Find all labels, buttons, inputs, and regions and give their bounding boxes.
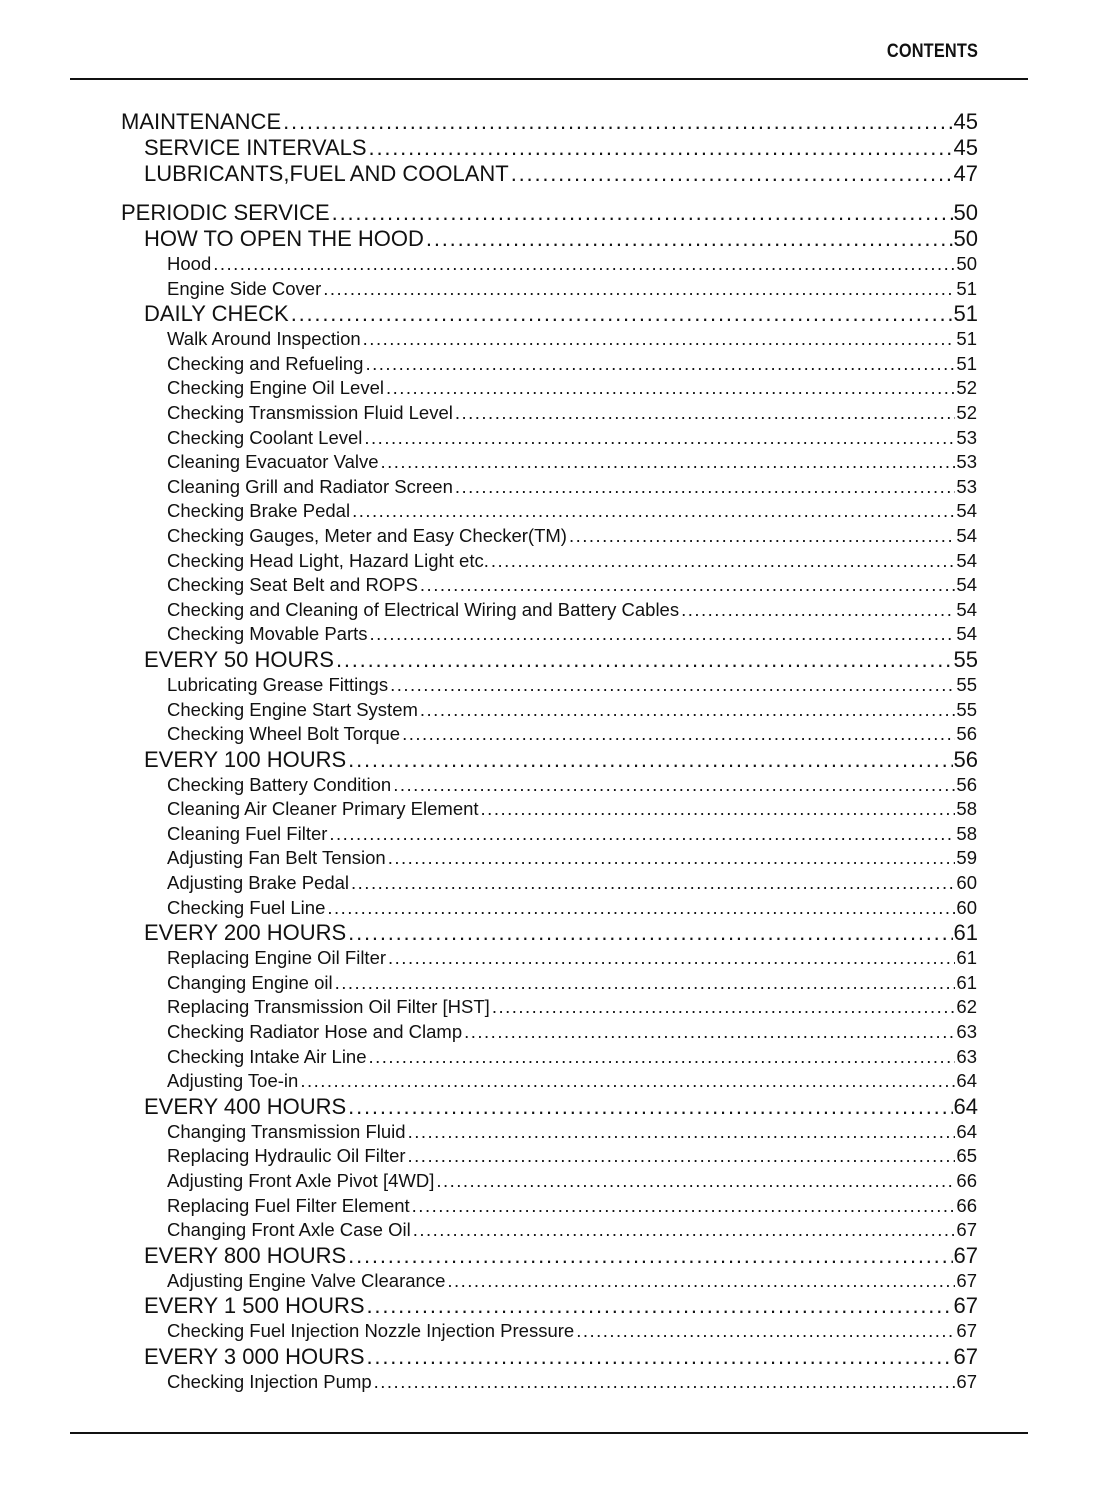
toc-entry-title: Walk Around Inspection <box>167 328 361 350</box>
toc-entry-page-number: 56 <box>956 723 977 745</box>
toc-entry-page-number: 55 <box>956 698 977 720</box>
toc-entry-level-2[interactable] <box>144 226 978 252</box>
toc-entry-page-number: 53 <box>956 426 977 448</box>
toc-entry-level-2[interactable] <box>144 647 978 673</box>
toc-entry-level-3[interactable] <box>167 1194 977 1219</box>
toc-dot-leader <box>348 747 952 773</box>
toc-entry-title: Adjusting Brake Pedal <box>167 872 350 894</box>
toc-dot-leader <box>369 135 953 161</box>
toc-entry-page-number: 51 <box>956 328 977 350</box>
toc-dot-leader <box>367 1344 953 1370</box>
toc-entry-level-3[interactable] <box>167 1319 977 1344</box>
toc-entry-title: DAILY CHECK <box>144 301 289 327</box>
toc-entry-page-number: 52 <box>956 377 977 399</box>
toc-entry-title: Cleaning Air Cleaner Primary Element <box>167 798 479 820</box>
toc-dot-leader <box>370 622 956 647</box>
toc-dot-leader <box>408 1144 956 1169</box>
toc-dot-leader <box>420 698 956 723</box>
toc-dot-leader <box>329 822 955 847</box>
toc-entry-level-3[interactable] <box>167 401 977 426</box>
toc-dot-leader <box>481 797 956 822</box>
toc-dot-leader <box>413 1218 956 1243</box>
toc-entry-page-number: 62 <box>956 996 977 1018</box>
toc-entry-level-2[interactable] <box>144 747 978 773</box>
toc-entry-title: Replacing Fuel Filter Element <box>167 1194 410 1216</box>
toc-entry-page-number: 64 <box>956 1070 977 1092</box>
toc-entry-title: Changing Front Axle Case Oil <box>167 1219 411 1241</box>
toc-entry-title: Lubricating Grease Fittings <box>167 673 389 695</box>
toc-dot-leader <box>386 376 955 401</box>
toc-dot-leader <box>408 1120 956 1145</box>
toc-entry-level-3[interactable] <box>167 673 977 698</box>
toc-dot-leader <box>327 896 955 921</box>
toc-entry-title: Cleaning Evacuator Valve <box>167 451 379 473</box>
toc-entry-page-number: 52 <box>956 401 977 423</box>
toc-entry-title: LUBRICANTS,FUEL AND COOLANT <box>144 161 509 186</box>
toc-entry-title: Checking Wheel Bolt Torque <box>167 723 401 745</box>
toc-entry-page-number: 66 <box>956 1170 977 1191</box>
toc-entry-page-number: 56 <box>953 746 978 772</box>
toc-entry-page-number: 64 <box>956 1120 977 1142</box>
toc-entry-level-3[interactable] <box>167 995 977 1020</box>
toc-entry-level-3[interactable] <box>167 450 977 475</box>
toc-entry-title: Replacing Transmission Oil Filter [HST] <box>167 996 490 1018</box>
toc-entry-title: SERVICE INTERVALS <box>144 135 367 160</box>
toc-dot-leader <box>367 1293 953 1319</box>
toc-entry-page-number: 67 <box>956 1320 977 1342</box>
toc-entry-title: EVERY 100 HOURS <box>144 746 347 772</box>
toc-entry-title: Changing Engine oil <box>167 971 333 993</box>
toc-entry-page-number: 45 <box>953 135 978 160</box>
toc-entry-title: Hood <box>167 253 212 274</box>
toc-entry-level-3[interactable] <box>167 1169 977 1194</box>
toc-entry-title: EVERY 3 000 HOURS <box>144 1343 365 1369</box>
toc-entry-title: Checking Gauges, Meter and Easy Checker(TM) <box>167 524 567 546</box>
toc-entry-level-3[interactable] <box>167 376 977 401</box>
toc-dot-leader <box>213 252 955 277</box>
toc-dot-leader <box>348 1094 952 1120</box>
footer-divider <box>70 1432 1028 1434</box>
toc-entry-page-number: 55 <box>956 673 977 695</box>
toc-entry-title: Checking Battery Condition <box>167 773 392 795</box>
toc-entry-page-number: 60 <box>956 896 977 918</box>
toc-dot-leader <box>348 920 952 946</box>
toc-entry-page-number: 67 <box>953 1343 978 1369</box>
toc-dot-leader <box>492 995 956 1020</box>
toc-entry-page-number: 67 <box>956 1370 977 1392</box>
toc-entry-level-2[interactable] <box>144 135 978 161</box>
toc-entry-page-number: 54 <box>956 598 977 620</box>
toc-entry-title: MAINTENANCE <box>121 109 282 134</box>
toc-dot-leader <box>569 524 955 549</box>
toc-entry-page-number: 50 <box>953 200 978 225</box>
toc-entry-title: EVERY 800 HOURS <box>144 1242 347 1268</box>
toc-entry-page-number: 67 <box>956 1269 977 1291</box>
toc-entry-level-2[interactable] <box>144 161 978 187</box>
toc-entry-level-3[interactable] <box>167 426 977 451</box>
toc-entry-level-3[interactable] <box>167 698 977 723</box>
toc-entry-page-number: 58 <box>956 798 977 820</box>
toc-entry-title: Adjusting Front Axle Pivot [4WD] <box>167 1170 435 1191</box>
toc-entry-title: Adjusting Fan Belt Tension <box>167 847 386 869</box>
toc-entry-page-number: 61 <box>956 947 977 969</box>
toc-dot-leader <box>351 871 955 896</box>
toc-dot-leader <box>336 647 953 673</box>
toc-entry-level-3[interactable] <box>167 722 977 747</box>
toc-entry-title: Checking Head Light, Hazard Light etc. <box>167 549 489 571</box>
toc-entry-page-number: 61 <box>953 920 978 946</box>
toc-dot-leader <box>447 1269 955 1294</box>
toc-dot-leader <box>363 327 956 352</box>
toc-entry-title: Replacing Hydraulic Oil Filter <box>167 1145 406 1167</box>
toc-entry-title: PERIODIC SERVICE <box>121 200 330 225</box>
toc-entry-level-3[interactable] <box>167 896 977 921</box>
toc-dot-leader <box>455 475 956 500</box>
toc-entry-title: Checking Transmission Fluid Level <box>167 401 453 423</box>
toc-entry-title: Changing Transmission Fluid <box>167 1120 406 1142</box>
toc-entry-page-number: 54 <box>956 524 977 546</box>
toc-dot-leader <box>426 226 953 252</box>
toc-entry-level-3[interactable] <box>167 946 977 971</box>
table-of-contents <box>0 108 1118 1395</box>
toc-dot-leader <box>436 1169 955 1194</box>
toc-entry-level-1[interactable] <box>121 108 978 135</box>
toc-entry-page-number: 60 <box>956 872 977 894</box>
toc-entry-page-number: 63 <box>956 1045 977 1067</box>
toc-entry-level-3[interactable] <box>167 1045 977 1070</box>
toc-entry-page-number: 50 <box>953 226 978 251</box>
toc-entry-level-3[interactable] <box>167 846 977 871</box>
toc-entry-page-number: 64 <box>953 1093 978 1119</box>
toc-entry-page-number: 65 <box>956 1145 977 1167</box>
toc-entry-page-number: 54 <box>956 549 977 571</box>
toc-dot-leader <box>283 108 952 135</box>
toc-dot-leader <box>335 971 956 996</box>
toc-entry-page-number: 45 <box>953 109 978 134</box>
toc-entry-title: Checking and Cleaning of Electrical Wiring and Battery Cables <box>167 598 680 620</box>
toc-entry-page-number: 50 <box>956 253 977 274</box>
toc-entry-level-3[interactable] <box>167 524 977 549</box>
toc-entry-title: Checking Engine Start System <box>167 698 418 720</box>
toc-dot-leader <box>291 301 953 327</box>
toc-entry-title: Cleaning Fuel Filter <box>167 822 328 844</box>
toc-entry-page-number: 54 <box>956 623 977 645</box>
toc-entry-title: Adjusting Toe-in <box>167 1070 299 1092</box>
toc-entry-page-number: 51 <box>956 277 977 299</box>
toc-entry-page-number: 53 <box>956 475 977 497</box>
toc-dot-leader <box>464 1020 955 1045</box>
toc-entry-level-3[interactable] <box>167 1020 977 1045</box>
toc-entry-level-2[interactable] <box>144 1243 978 1269</box>
toc-entry-level-3[interactable] <box>167 773 977 798</box>
toc-entry-title: Checking Radiator Hose and Clamp <box>167 1021 463 1043</box>
toc-dot-leader <box>390 673 955 698</box>
toc-entry-level-3[interactable] <box>167 573 977 598</box>
toc-entry-page-number: 67 <box>956 1219 977 1241</box>
toc-entry-title: Checking Intake Air Line <box>167 1045 367 1067</box>
toc-dot-leader <box>576 1319 955 1344</box>
toc-entry-level-3[interactable] <box>167 327 977 352</box>
toc-dot-leader <box>455 401 956 426</box>
toc-dot-leader <box>348 1243 952 1269</box>
toc-entry-title: Checking and Refueling <box>167 352 364 374</box>
toc-entry-level-3[interactable] <box>167 352 977 377</box>
toc-dot-leader <box>388 846 956 871</box>
toc-entry-level-2[interactable] <box>144 1293 978 1319</box>
toc-dot-leader <box>491 549 956 574</box>
toc-dot-leader <box>300 1069 955 1094</box>
toc-dot-leader <box>412 1194 956 1219</box>
toc-entry-level-3[interactable] <box>167 822 977 847</box>
toc-dot-leader <box>420 573 956 598</box>
toc-entry-page-number: 54 <box>956 500 977 522</box>
toc-entry-title: Checking Brake Pedal <box>167 500 351 522</box>
toc-entry-level-2[interactable] <box>144 301 978 327</box>
toc-entry-title: HOW TO OPEN THE HOOD <box>144 226 424 251</box>
toc-entry-level-3[interactable] <box>167 277 977 302</box>
toc-entry-title: Checking Fuel Line <box>167 896 326 918</box>
toc-dot-leader <box>364 426 955 451</box>
toc-dot-leader <box>323 277 955 302</box>
toc-entry-page-number: 66 <box>956 1194 977 1216</box>
toc-entry-page-number: 61 <box>956 971 977 993</box>
toc-entry-page-number: 67 <box>953 1293 978 1319</box>
toc-entry-level-3[interactable] <box>167 1269 977 1294</box>
toc-entry-page-number: 47 <box>953 161 978 186</box>
toc-entry-level-2[interactable] <box>144 920 978 946</box>
toc-entry-level-3[interactable] <box>167 549 977 574</box>
toc-entry-title: Checking Coolant Level <box>167 426 363 448</box>
toc-entry-level-3[interactable] <box>167 1069 977 1094</box>
toc-dot-leader <box>332 199 953 226</box>
toc-entry-level-3[interactable] <box>167 797 977 822</box>
toc-entry-level-3[interactable] <box>167 971 977 996</box>
toc-entry-title: Checking Seat Belt and ROPS <box>167 574 418 596</box>
toc-entry-title: Checking Movable Parts <box>167 623 368 645</box>
page-section-title: CONTENTS <box>886 41 978 62</box>
toc-dot-leader <box>365 352 955 377</box>
toc-entry-title: Replacing Engine Oil Filter <box>167 947 387 969</box>
toc-entry-title: EVERY 50 HOURS <box>144 646 334 672</box>
toc-entry-level-3[interactable] <box>167 1370 977 1395</box>
toc-entry-title: EVERY 400 HOURS <box>144 1093 347 1119</box>
toc-entry-page-number: 59 <box>956 847 977 869</box>
toc-dot-leader <box>381 450 956 475</box>
toc-entry-page-number: 51 <box>956 352 977 374</box>
toc-entry-level-3[interactable] <box>167 1218 977 1243</box>
toc-entry-title: Checking Engine Oil Level <box>167 377 384 399</box>
toc-entry-title: Engine Side Cover <box>167 277 322 299</box>
toc-entry-level-3[interactable] <box>167 871 977 896</box>
toc-entry-level-3[interactable] <box>167 1144 977 1169</box>
toc-entry-page-number: 56 <box>956 773 977 795</box>
toc-entry-level-1[interactable] <box>121 199 978 226</box>
toc-dot-leader <box>402 722 955 747</box>
toc-dot-leader <box>369 1045 956 1070</box>
toc-entry-title: Checking Fuel Injection Nozzle Injection Pressure <box>167 1320 575 1342</box>
toc-entry-level-3[interactable] <box>167 252 977 277</box>
toc-entry-level-3[interactable] <box>167 1120 977 1145</box>
toc-entry-level-2[interactable] <box>144 1344 978 1370</box>
toc-entry-page-number: 67 <box>953 1242 978 1268</box>
toc-entry-title: EVERY 200 HOURS <box>144 920 347 946</box>
toc-entry-page-number: 54 <box>956 574 977 596</box>
toc-entry-title: Adjusting Engine Valve Clearance <box>167 1269 446 1291</box>
toc-entry-title: Checking Injection Pump <box>167 1370 372 1392</box>
toc-dot-leader <box>388 946 955 971</box>
toc-entry-level-3[interactable] <box>167 598 977 623</box>
toc-entry-page-number: 58 <box>956 822 977 844</box>
header-divider <box>70 78 1028 80</box>
toc-entry-level-3[interactable] <box>167 475 977 500</box>
toc-entry-level-3[interactable] <box>167 499 977 524</box>
toc-entry-title: EVERY 1 500 HOURS <box>144 1293 365 1319</box>
toc-entry-page-number: 55 <box>953 646 978 672</box>
toc-dot-leader <box>511 161 953 187</box>
toc-dot-leader <box>393 773 955 798</box>
toc-entry-level-3[interactable] <box>167 622 977 647</box>
toc-entry-level-2[interactable] <box>144 1094 978 1120</box>
toc-dot-leader <box>352 499 955 524</box>
toc-dot-leader <box>374 1370 956 1395</box>
toc-entry-page-number: 51 <box>953 301 978 327</box>
toc-entry-page-number: 53 <box>956 451 977 473</box>
toc-entry-title: Cleaning Grill and Radiator Screen <box>167 475 453 497</box>
toc-entry-page-number: 63 <box>956 1021 977 1043</box>
toc-dot-leader <box>681 598 955 623</box>
